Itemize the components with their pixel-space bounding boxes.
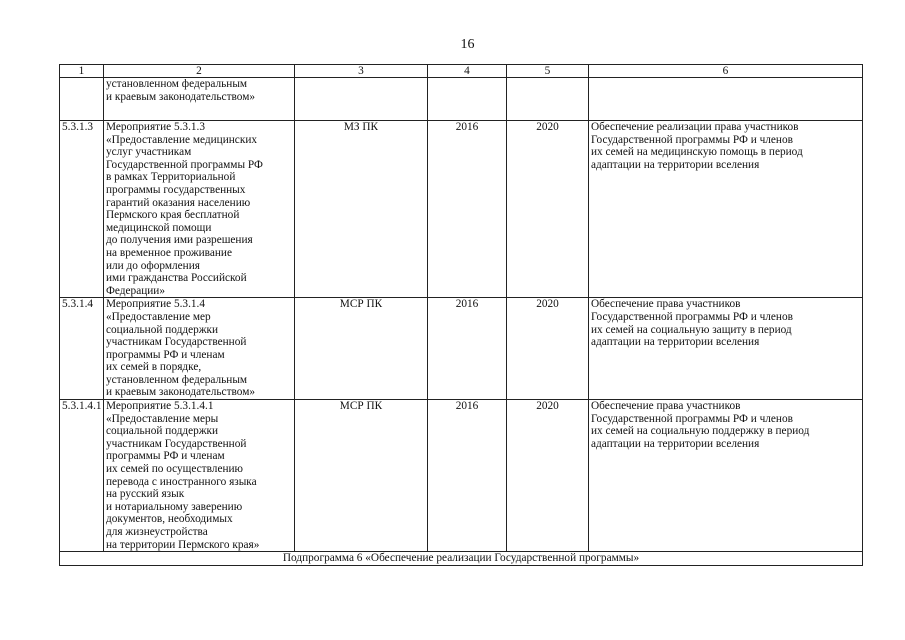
- table-row: [60, 400, 863, 552]
- cell-end-year: 2020: [507, 400, 589, 552]
- cell-executor: МСР ПК: [295, 298, 428, 400]
- cell-start-year: [428, 78, 507, 121]
- column-header: 4: [428, 65, 507, 78]
- column-header: 6: [589, 65, 863, 78]
- cell-start-year: 2016: [428, 121, 507, 298]
- cell-executor: МЗ ПК: [295, 121, 428, 298]
- table-row: [60, 298, 863, 400]
- cell-end-year: 2020: [507, 121, 589, 298]
- cell-result: Обеспечение права участников Государственной программы РФ и членов их семей на социальную поддержку в период адаптации на территории вселения: [589, 400, 863, 552]
- page-number: 16: [460, 37, 475, 52]
- column-header: 2: [104, 65, 295, 78]
- cell-event: установленном федеральным и краевым законодательством»: [104, 78, 295, 121]
- cell-event: Мероприятие 5.3.1.4 «Предоставление мер социальной поддержки участникам Государственной программы РФ и членам их семей в порядке, установленном федеральным и краевым законодательством»: [104, 298, 295, 400]
- cell-event: Мероприятие 5.3.1.3 «Предоставление медицинских услуг участникам Государственной программы РФ в рамках Территориальной программы государственных гарантий оказания населению Пермского края бесплатной медицинской помощи до получения ими разрешения на временное проживание или до оформления ими гражданства Российской Федерации»: [104, 121, 295, 298]
- cell-result: Обеспечение реализации права участников Государственной программы РФ и членов их семей на медицинскую помощь в период адаптации на территории вселения: [589, 121, 863, 298]
- cell-end-year: 2020: [507, 298, 589, 400]
- cell-number: 5.3.1.4.1: [60, 400, 104, 552]
- column-header: 5: [507, 65, 589, 78]
- cell-executor: [295, 78, 428, 121]
- cell-number: 5.3.1.4: [60, 298, 104, 400]
- subprogram-row: [60, 552, 863, 566]
- cell-start-year: 2016: [428, 298, 507, 400]
- cell-start-year: 2016: [428, 400, 507, 552]
- column-header: 3: [295, 65, 428, 78]
- cell-executor: МСР ПК: [295, 400, 428, 552]
- column-header: 1: [60, 65, 104, 78]
- table-row: [60, 121, 863, 298]
- cell-number: [60, 78, 104, 121]
- cell-event: Мероприятие 5.3.1.4.1 «Предоставление меры социальной поддержки участникам Государственной программы РФ и членам их семей по осуществлению перевода с иностранного языка на русский язык и нотариальному заверению документов, необходимых для жизнеустройства на территории Пермского края»: [104, 400, 295, 552]
- program-table: [59, 64, 863, 566]
- table-row-continuation: [60, 78, 863, 121]
- cell-result: Обеспечение права участников Государственной программы РФ и членов их семей на социальную защиту в период адаптации на территории вселения: [589, 298, 863, 400]
- subprogram-title: Подпрограмма 6 «Обеспечение реализации Государственной программы»: [60, 552, 863, 566]
- cell-number: 5.3.1.3: [60, 121, 104, 298]
- table-header-row: [60, 65, 863, 78]
- cell-result: [589, 78, 863, 121]
- cell-end-year: [507, 78, 589, 121]
